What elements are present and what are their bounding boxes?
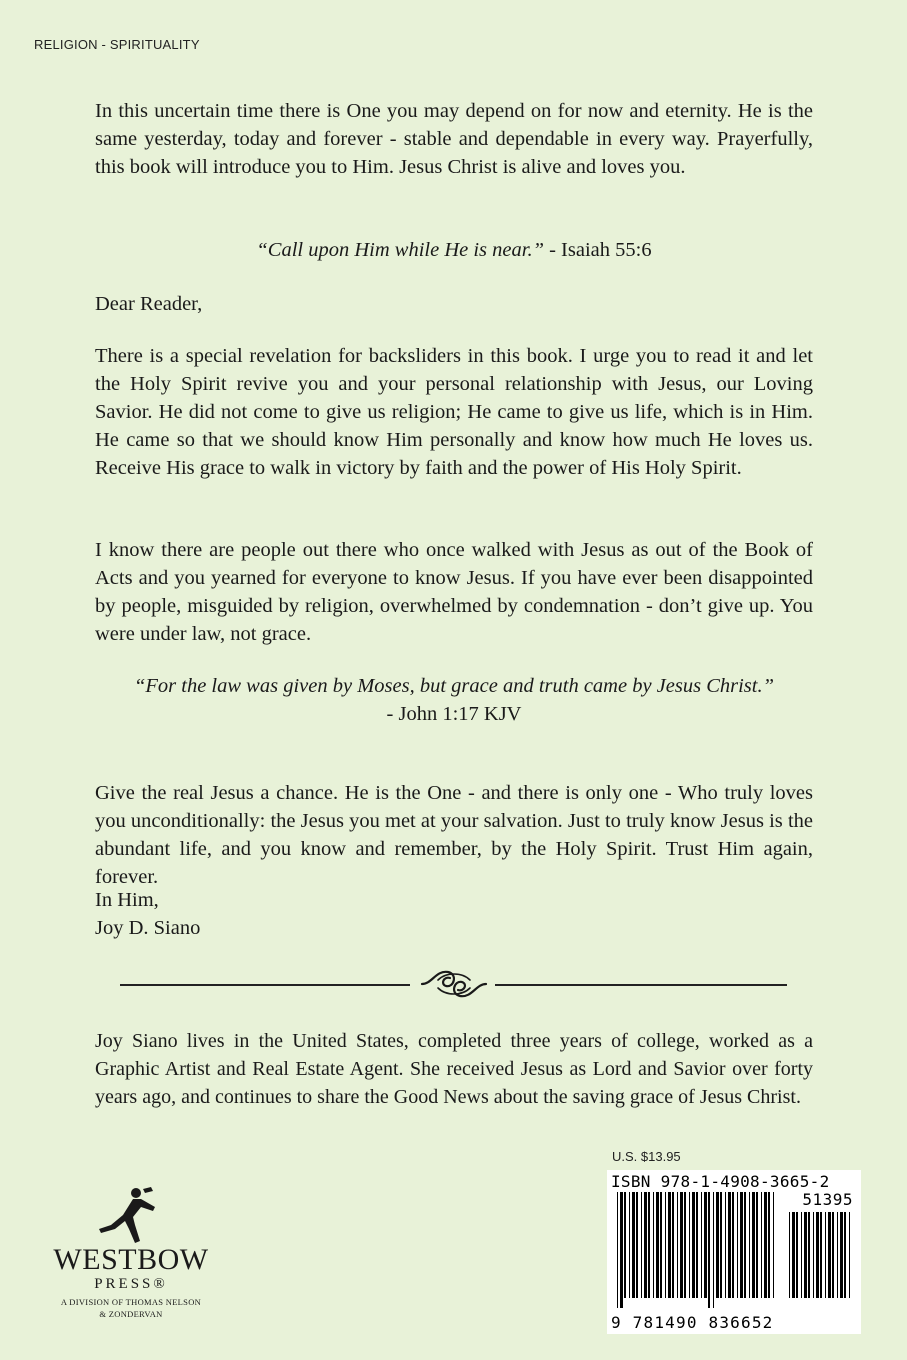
barcode-bar [744, 1192, 746, 1298]
barcode-bar [656, 1192, 659, 1298]
barcode-bar [617, 1192, 618, 1308]
barcode-bar [701, 1192, 702, 1298]
divider-left [120, 984, 410, 986]
runner-logo-icon [93, 1185, 163, 1245]
category-label: RELIGION - SPIRITUALITY [34, 37, 200, 52]
barcode-digits: 9 781490 836652 [611, 1313, 774, 1332]
barcode-bar [808, 1212, 810, 1298]
barcode-bar [672, 1192, 674, 1298]
paragraph-law-grace: I know there are people out there who once walked with Jesus as out of the Book of Acts and you yearned for everyone to know Jesus. If you have ever been disappointed by people, misguided by religion, overwhelmed by condemnation - don’t give up. You were under law, not grace. [95, 539, 813, 645]
barcode-bar [801, 1212, 802, 1298]
quote-isaiah [95, 236, 813, 264]
barcode-bar [804, 1212, 807, 1298]
barcode-addon-number: 51395 [802, 1190, 853, 1209]
quote-john-text: “For the law was given by Moses, but grace and truth came by Jesus Christ.” [133, 675, 774, 697]
barcode-bar [828, 1212, 831, 1298]
quote-isaiah-text: “Call upon Him while He is near.” [256, 239, 544, 261]
publisher-press: PRESS® [94, 1276, 168, 1292]
barcode-bar [725, 1192, 726, 1298]
signoff-author: Joy D. Siano [95, 917, 201, 939]
barcode-addon-bars [789, 1212, 853, 1308]
barcode-bar [796, 1212, 798, 1298]
barcode-bar [624, 1192, 626, 1298]
intro-paragraph: In this uncertain time there is One you may depend on for now and eternity. He is the same yesterday, today and forever - stable and dependable in every way. Prayerfully, this book will introduce you to Him. Jesus Christ is alive and loves you. [95, 100, 813, 178]
barcode-bar [756, 1192, 758, 1298]
barcode-bar [768, 1192, 770, 1298]
paragraph-real-jesus: Give the real Jesus a chance. He is the One - and there is only one - Who truly loves you unconditionally: the Jesus you met at your salvation. Just to truly know Jesus is the abundant life, and you know and remember, by the Holy Spirit. Trust Him again, forever. [95, 782, 813, 888]
barcode-bar [689, 1192, 690, 1298]
barcode-bar [641, 1192, 642, 1298]
barcode-bar [832, 1212, 834, 1298]
barcode-bar [773, 1192, 774, 1298]
barcode-bar [849, 1212, 850, 1298]
quote-john-ref: - John 1:17 KJV [386, 703, 522, 725]
isbn-barcode [607, 1170, 861, 1334]
barcode-bar [636, 1192, 638, 1298]
barcode-bar [660, 1192, 662, 1298]
publisher-division-line1: A DIVISION OF THOMAS NELSON [60, 1297, 202, 1307]
barcode-bar [704, 1192, 707, 1298]
divider-right [495, 984, 787, 986]
barcode-bar [696, 1192, 698, 1298]
signoff [95, 886, 813, 942]
barcode-bar [816, 1212, 819, 1298]
barcode-bar [684, 1192, 686, 1298]
barcode-bar [732, 1192, 734, 1298]
barcode-bar [677, 1192, 678, 1298]
publisher-logo [30, 1185, 230, 1335]
publisher-division-line2: & ZONDERVAN [99, 1309, 163, 1319]
publisher-name: WESTBOW [53, 1243, 209, 1276]
barcode-bar [668, 1192, 671, 1298]
ornament-icon [418, 962, 490, 1006]
isbn-number: ISBN 978-1-4908-3665-2 [611, 1172, 830, 1191]
barcode-bar [813, 1212, 814, 1298]
barcode-bar [737, 1192, 738, 1298]
salutation: Dear Reader, [95, 293, 203, 315]
barcode-bar [837, 1212, 838, 1298]
barcode-bar [749, 1192, 750, 1298]
barcode-bar [716, 1192, 719, 1298]
barcode-bar [820, 1212, 822, 1298]
barcode-bar [761, 1192, 762, 1298]
barcode-bar [708, 1192, 710, 1308]
barcode-bar [713, 1192, 714, 1308]
barcode-bar [844, 1212, 846, 1298]
barcode-bar [665, 1192, 666, 1298]
signoff-closing: In Him, [95, 889, 159, 911]
barcode-bar [620, 1192, 623, 1308]
barcode-bar [692, 1192, 695, 1298]
barcode-bar [629, 1192, 630, 1298]
barcode-main-bars [617, 1192, 777, 1308]
barcode-bar [825, 1212, 826, 1298]
barcode-bar [840, 1212, 843, 1298]
barcode-bar [680, 1192, 683, 1298]
barcode-bar [632, 1192, 635, 1298]
price-label: U.S. $13.95 [612, 1149, 681, 1164]
paragraph-backsliders: There is a special revelation for backsliders in this book. I urge you to read it and let the Holy Spirit revive you and your personal relationship with Jesus, our Loving Savior. He did not come to give us religion; He came to give us life, which is in Him. He came so that we should know Him personally and know how much He loves us. Receive His grace to walk in victory by faith and the power of His Holy Spirit. [95, 345, 813, 479]
barcode-bar [740, 1192, 743, 1298]
barcode-bar [648, 1192, 650, 1298]
author-bio: Joy Siano lives in the United States, completed three years of college, worked as a Graphic Artist and Real Estate Agent. She received Jesus as Lord and Savior over forty years ago, and continues to share the Good News about the saving grace of Jesus Christ. [95, 1030, 813, 1108]
barcode-bar [789, 1212, 790, 1298]
barcode-bar [728, 1192, 731, 1298]
barcode-bar [653, 1192, 654, 1298]
barcode-bar [720, 1192, 722, 1298]
barcode-bar [752, 1192, 755, 1298]
quote-isaiah-ref: - Isaiah 55:6 [543, 239, 652, 261]
barcode-bar [764, 1192, 767, 1298]
barcode-bar [792, 1212, 795, 1298]
quote-john [95, 672, 813, 728]
barcode-bar [644, 1192, 647, 1298]
